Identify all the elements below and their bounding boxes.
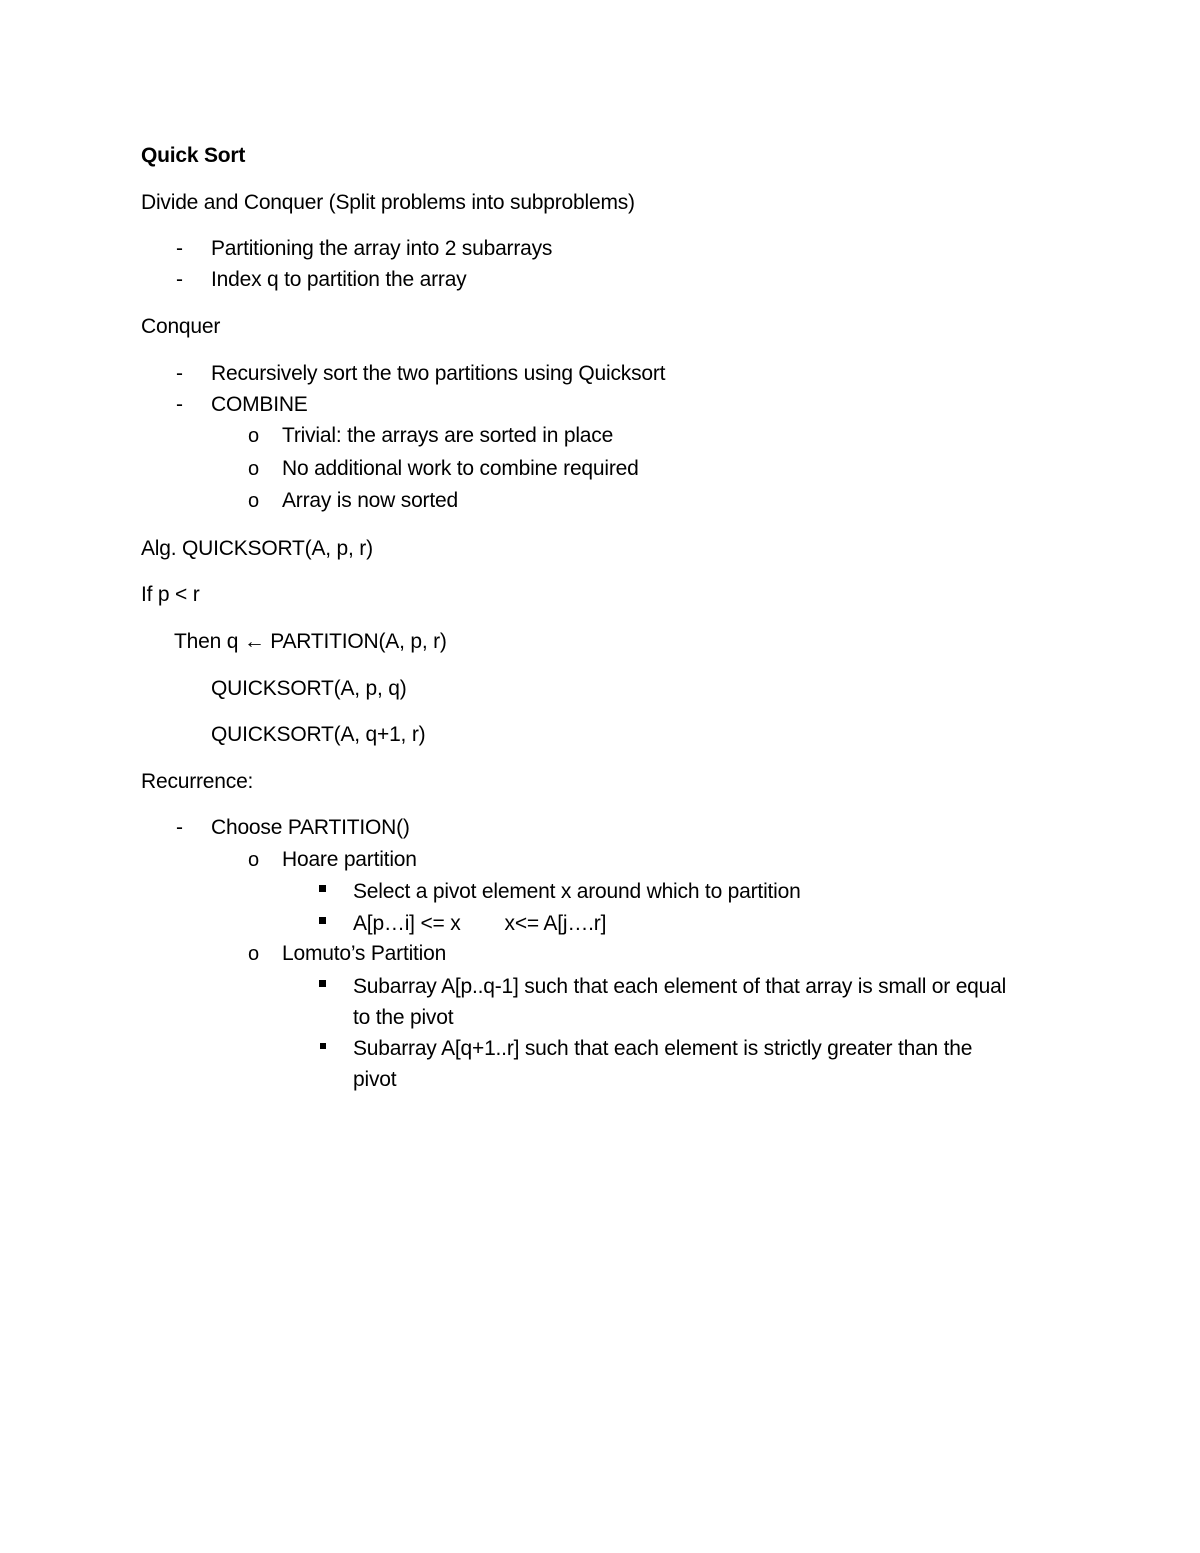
sub-sub-list-item: Subarray A[p..q-1] such that each element of that array is small or equal — [353, 975, 1007, 998]
dash-marker: - — [176, 268, 183, 291]
sub-list-item-lomuto: Lomuto’s Partition — [282, 942, 447, 965]
circle-marker: o — [248, 458, 260, 480]
range-left: A[p…i] <= x — [353, 912, 461, 935]
square-bullet-icon — [320, 1043, 326, 1049]
sub-sub-list-item-range — [353, 910, 606, 938]
square-bullet-icon — [319, 917, 326, 924]
sub-list-item: No additional work to combine required — [282, 457, 639, 480]
circle-marker: o — [248, 943, 260, 965]
circle-marker: o — [248, 425, 260, 447]
section-heading-divide: Divide and Conquer (Split problems into subproblems) — [141, 191, 635, 214]
range-right: x<= A[j….r] — [504, 912, 607, 935]
sub-list-item: Array is now sorted — [282, 489, 458, 512]
dash-marker: - — [176, 237, 183, 260]
sub-sub-list-item: Subarray A[q+1..r] such that each element is strictly greater than the — [353, 1037, 973, 1060]
circle-marker: o — [248, 849, 260, 871]
list-item: Recursively sort the two partitions using Quicksort — [211, 362, 666, 385]
algorithm-condition: If p < r — [141, 583, 200, 606]
list-item: Partitioning the array into 2 subarrays — [211, 237, 553, 260]
sub-list-item: Trivial: the arrays are sorted in place — [282, 424, 614, 447]
list-item: COMBINE — [211, 393, 308, 416]
algorithm-signature: Alg. QUICKSORT(A, p, r) — [141, 537, 373, 560]
section-heading-recurrence: Recurrence: — [141, 770, 254, 793]
list-item: Choose PARTITION() — [211, 816, 410, 839]
sub-list-item-hoare: Hoare partition — [282, 848, 417, 871]
algorithm-call: QUICKSORT(A, q+1, r) — [211, 723, 426, 746]
square-bullet-icon — [319, 980, 326, 987]
list-item: Index q to partition the array — [211, 268, 467, 291]
sub-sub-list-item-continuation: pivot — [353, 1068, 397, 1091]
dash-marker: - — [176, 393, 183, 416]
algorithm-call: QUICKSORT(A, p, q) — [211, 677, 407, 700]
algorithm-then-line: Then q ← PARTITION(A, p, r) — [174, 630, 447, 653]
circle-marker: o — [248, 490, 260, 512]
dash-marker: - — [176, 816, 183, 839]
dash-marker: - — [176, 362, 183, 385]
page-title: Quick Sort — [141, 144, 246, 167]
section-heading-conquer: Conquer — [141, 315, 221, 338]
sub-sub-list-item: Select a pivot element x around which to partition — [353, 880, 801, 903]
square-bullet-icon — [319, 885, 326, 892]
sub-sub-list-item-continuation: to the pivot — [353, 1006, 454, 1029]
